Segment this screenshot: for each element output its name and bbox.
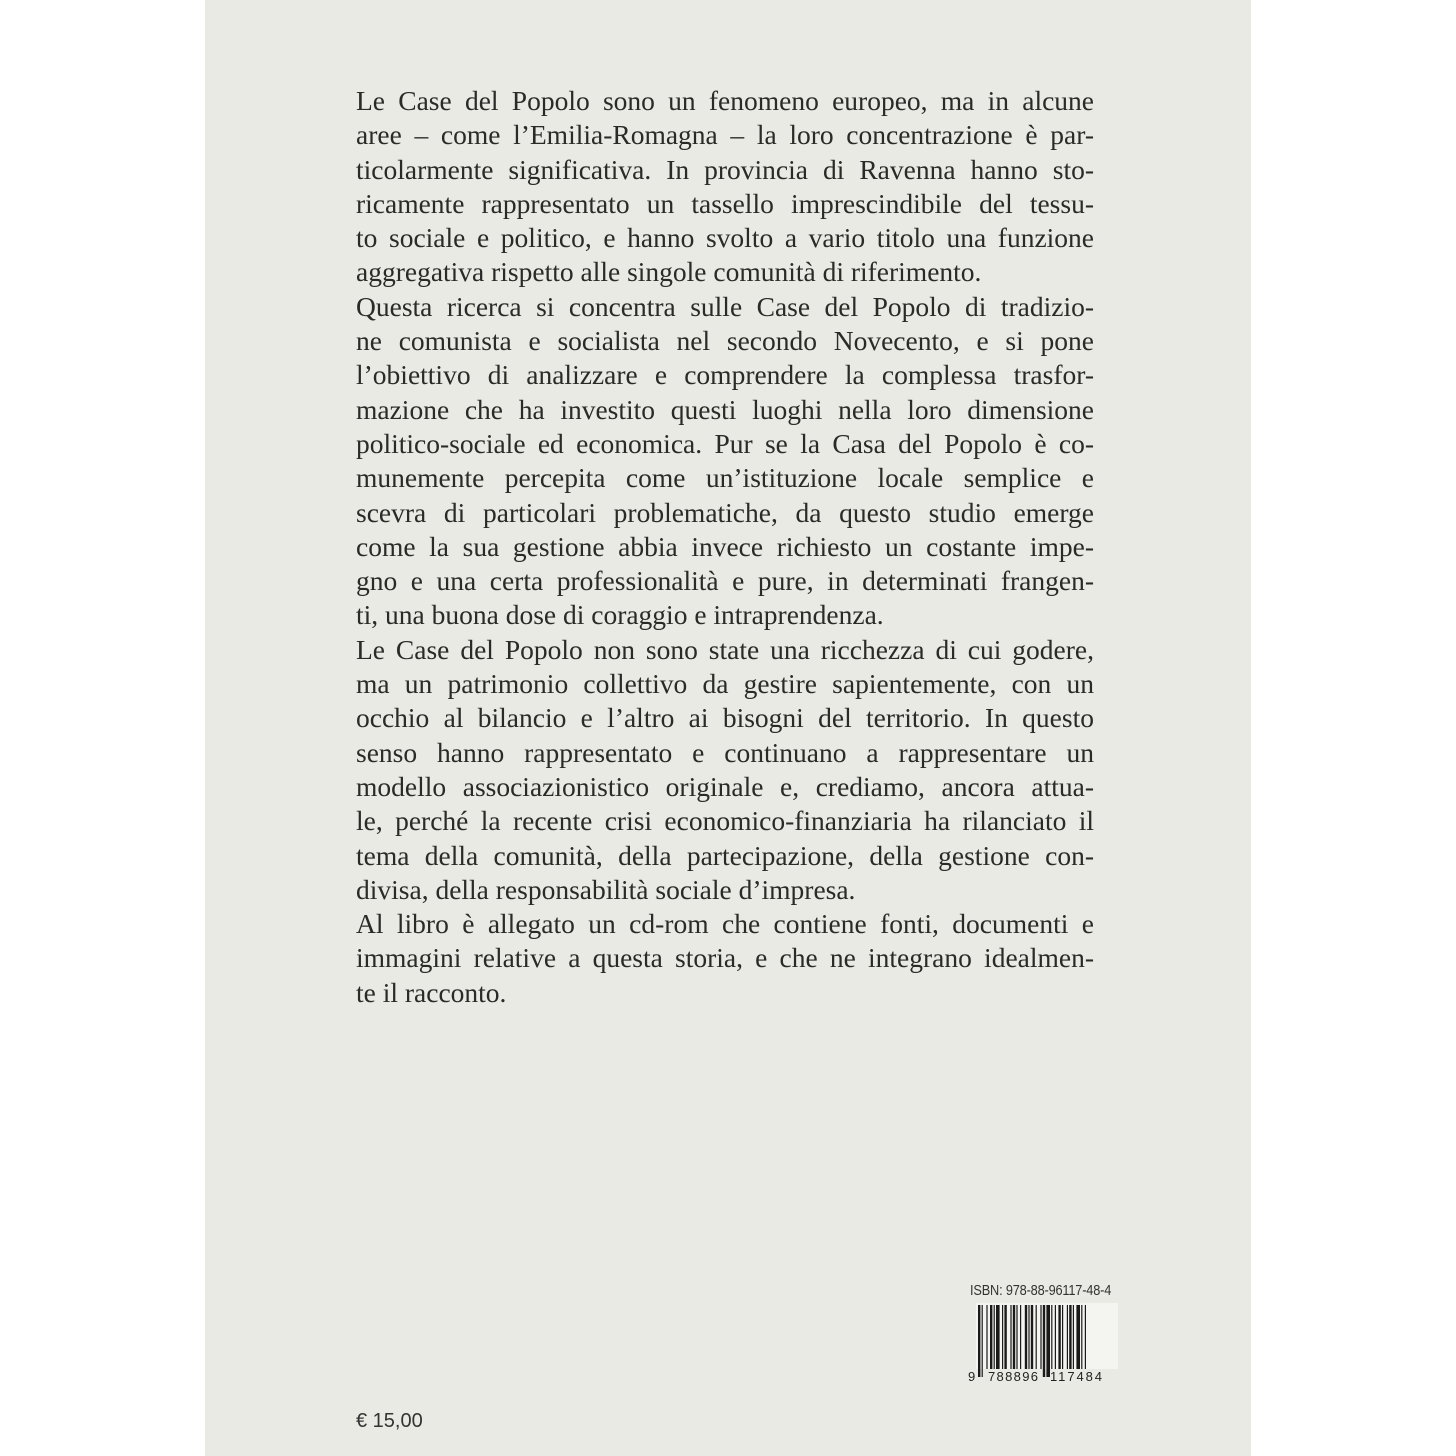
text-line: ricamente rappresentato un tassello imprescindibile del tessu- — [356, 187, 1094, 219]
barcode-digits-left: 788896 — [988, 1369, 1038, 1383]
price-label: € 15,00 — [356, 1410, 423, 1432]
barcode-bar — [1040, 1305, 1041, 1369]
barcode-digits-right: 117484 — [1050, 1369, 1102, 1383]
barcode-bar — [1073, 1305, 1074, 1369]
text-line: Al libro è allegato un cd-rom che contiene fonti, documenti e — [356, 908, 1094, 940]
text-line: Le Case del Popolo sono un fenomeno europeo, ma in alcune — [356, 85, 1094, 116]
barcode-bar — [1004, 1305, 1006, 1369]
barcode-bar — [1002, 1305, 1003, 1369]
barcode-bar — [990, 1305, 992, 1369]
book-back-cover — [205, 0, 1251, 1456]
barcode-bar — [1043, 1305, 1045, 1377]
barcode-bar — [1058, 1305, 1060, 1369]
text-line: ne comunista e socialista nel secondo Novecento, e si pone — [356, 325, 1094, 357]
text-line: come la sua gestione abbia invece richiesto un costante impe- — [356, 530, 1094, 562]
barcode-bar — [1085, 1305, 1086, 1369]
text-line: le, perché la recente crisi economico-finanziaria ha rilanciato il — [356, 805, 1094, 837]
text-line: politico-sociale ed economica. Pur se la Casa del Popolo è co- — [356, 427, 1094, 459]
text-line: to sociale e politico, e hanno svolto a vario titolo una funzione — [356, 222, 1094, 254]
barcode-bar — [982, 1305, 983, 1377]
text-line: occhio al bilancio e l’altro ai bisogni del territorio. In questo — [356, 702, 1094, 734]
barcode-digit-first: 9 — [968, 1369, 976, 1383]
isbn-barcode — [968, 1303, 1120, 1383]
barcode-bar — [1055, 1305, 1056, 1369]
text-line: aggregativa rispetto alle singole comunità di riferimento. — [356, 256, 982, 288]
barcode-bar — [1016, 1305, 1017, 1369]
barcode-bar — [1067, 1305, 1068, 1369]
text-line: scevra di particolari problematiche, da questo studio emerge — [356, 496, 1094, 528]
barcode-bars — [978, 1305, 1086, 1377]
text-line: divisa, della responsabilità sociale d’impresa. — [356, 873, 856, 905]
blurb-text — [356, 84, 1094, 1010]
text-line: te il racconto. — [356, 976, 507, 1008]
isbn-label: ISBN: 978-88-96117-48-4 — [970, 1283, 1112, 1299]
barcode-bar — [1036, 1305, 1037, 1369]
barcode-bar — [1069, 1305, 1071, 1369]
barcode-bar — [1031, 1305, 1033, 1369]
text-line: modello associazionistico originale e, crediamo, ancora attua- — [356, 770, 1094, 802]
barcode-bar — [1062, 1305, 1063, 1369]
barcode-bar — [994, 1305, 995, 1369]
text-line: ti, una buona dose di coraggio e intraprendenza. — [356, 599, 884, 631]
barcode-bar — [1081, 1305, 1082, 1369]
text-line: aree – come l’Emilia-Romagna – la loro concentrazione è par- — [356, 119, 1094, 151]
text-line: senso hanno rappresentato e continuano a rappresentare un — [356, 736, 1094, 768]
barcode-bar — [1028, 1305, 1029, 1369]
text-line: l’obiettivo di analizzare e comprendere la complessa trasfor- — [356, 359, 1094, 391]
text-line: gno e una certa professionalità e pure, in determinati frangen- — [356, 565, 1094, 597]
text-line: immagini relative a questa storia, e che ne integrano idealmen- — [356, 942, 1094, 974]
text-line: ticolarmente significativa. In provincia di Ravenna hanno sto- — [356, 153, 1094, 185]
barcode-bar — [1025, 1305, 1027, 1369]
text-line: Le Case del Popolo non sono state una ricchezza di cui godere, — [356, 633, 1094, 665]
text-line: Questa ricerca si concentra sulle Case del Popolo di tradizio- — [356, 290, 1094, 322]
barcode-bar — [978, 1305, 980, 1377]
barcode-bar — [986, 1305, 987, 1369]
text-line: munemente percepita come un’istituzione locale semplice e — [356, 462, 1094, 494]
barcode-bar — [1010, 1305, 1011, 1369]
text-line: tema della comunità, della partecipazione, della gestione con- — [356, 839, 1094, 871]
text-line: mazione che ha investito questi luoghi nella loro dimensione — [356, 393, 1094, 425]
barcode-bar — [996, 1305, 1000, 1369]
barcode-bar — [1051, 1305, 1052, 1369]
barcode-bar — [1046, 1305, 1050, 1377]
barcode-bar — [1013, 1305, 1015, 1369]
barcode-bar — [1020, 1305, 1021, 1369]
barcode-bar — [1076, 1305, 1080, 1369]
text-line: ma un patrimonio collettivo da gestire sapientemente, con un — [356, 668, 1094, 700]
